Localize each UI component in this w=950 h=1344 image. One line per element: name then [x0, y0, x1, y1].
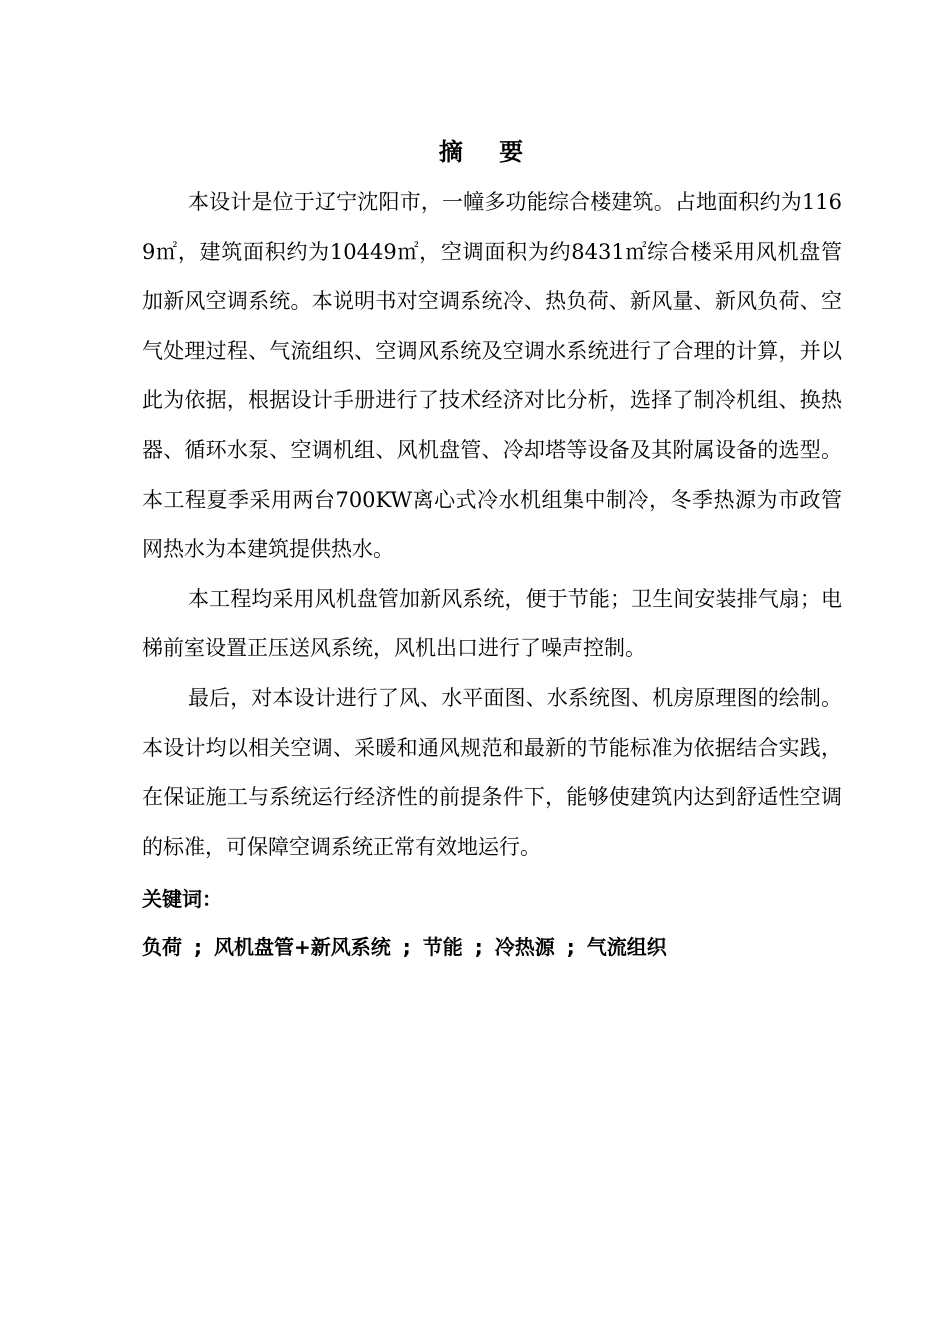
keyword-separator: ; [402, 935, 411, 959]
keywords-list [142, 928, 667, 966]
keyword-item: 气流组织 [586, 935, 667, 959]
keyword-item: 负荷 [142, 935, 182, 959]
abstract-paragraph-2: 本工程均采用风机盘管加新风系统，便于节能；卫生间安装排气扇；电梯前室设置正压送风系统，风机出口进行了噪声控制。 [142, 586, 842, 661]
abstract-title: 摘 要 [438, 138, 538, 166]
abstract-body [142, 178, 842, 872]
keyword-item: 节能 [422, 935, 463, 959]
keyword-separator: ; [566, 935, 575, 959]
keywords-label: 关键词： [142, 887, 222, 911]
keyword-separator: ; [194, 935, 202, 959]
keyword-item: 冷热源 [494, 935, 555, 959]
abstract-paragraph-3: 最后，对本设计进行了风、水平面图、水系统图、机房原理图的绘制。本设计均以相关空调、采暖和通风规范和最新的节能标准为依据结合实践，在保证施工与系统运行经济性的前提条件下，能够使建筑内达到舒适性空调的标准，可保障空调系统正常有效地运行。 [142, 685, 842, 859]
keyword-item: 风机盘管+新风系统 [214, 935, 391, 959]
abstract-paragraph-1: 本设计是位于辽宁沈阳市，一幢多功能综合楼建筑。占地面积约为1169㎡，建筑面积约为10449㎡，空调面积为约8431㎡综合楼采用风机盘管加新风空调系统。本说明书对空调系统冷、热负荷、新风量、新风负荷、空气处理过程、气流组织、空调风系统及空调水系统进行了合理的计算，并以此为依据，根据设计手册进行了技术经济对比分析，选择了制冷机组、换热器、循环水泵、空调机组、风机盘管、冷却塔等设备及其附属设备的选型。本工程夏季采用两台700KW离心式冷水机组集中制冷，冬季热源为市政管网热水为本建筑提供热水。 [142, 190, 842, 562]
keyword-separator: ; [474, 935, 483, 959]
